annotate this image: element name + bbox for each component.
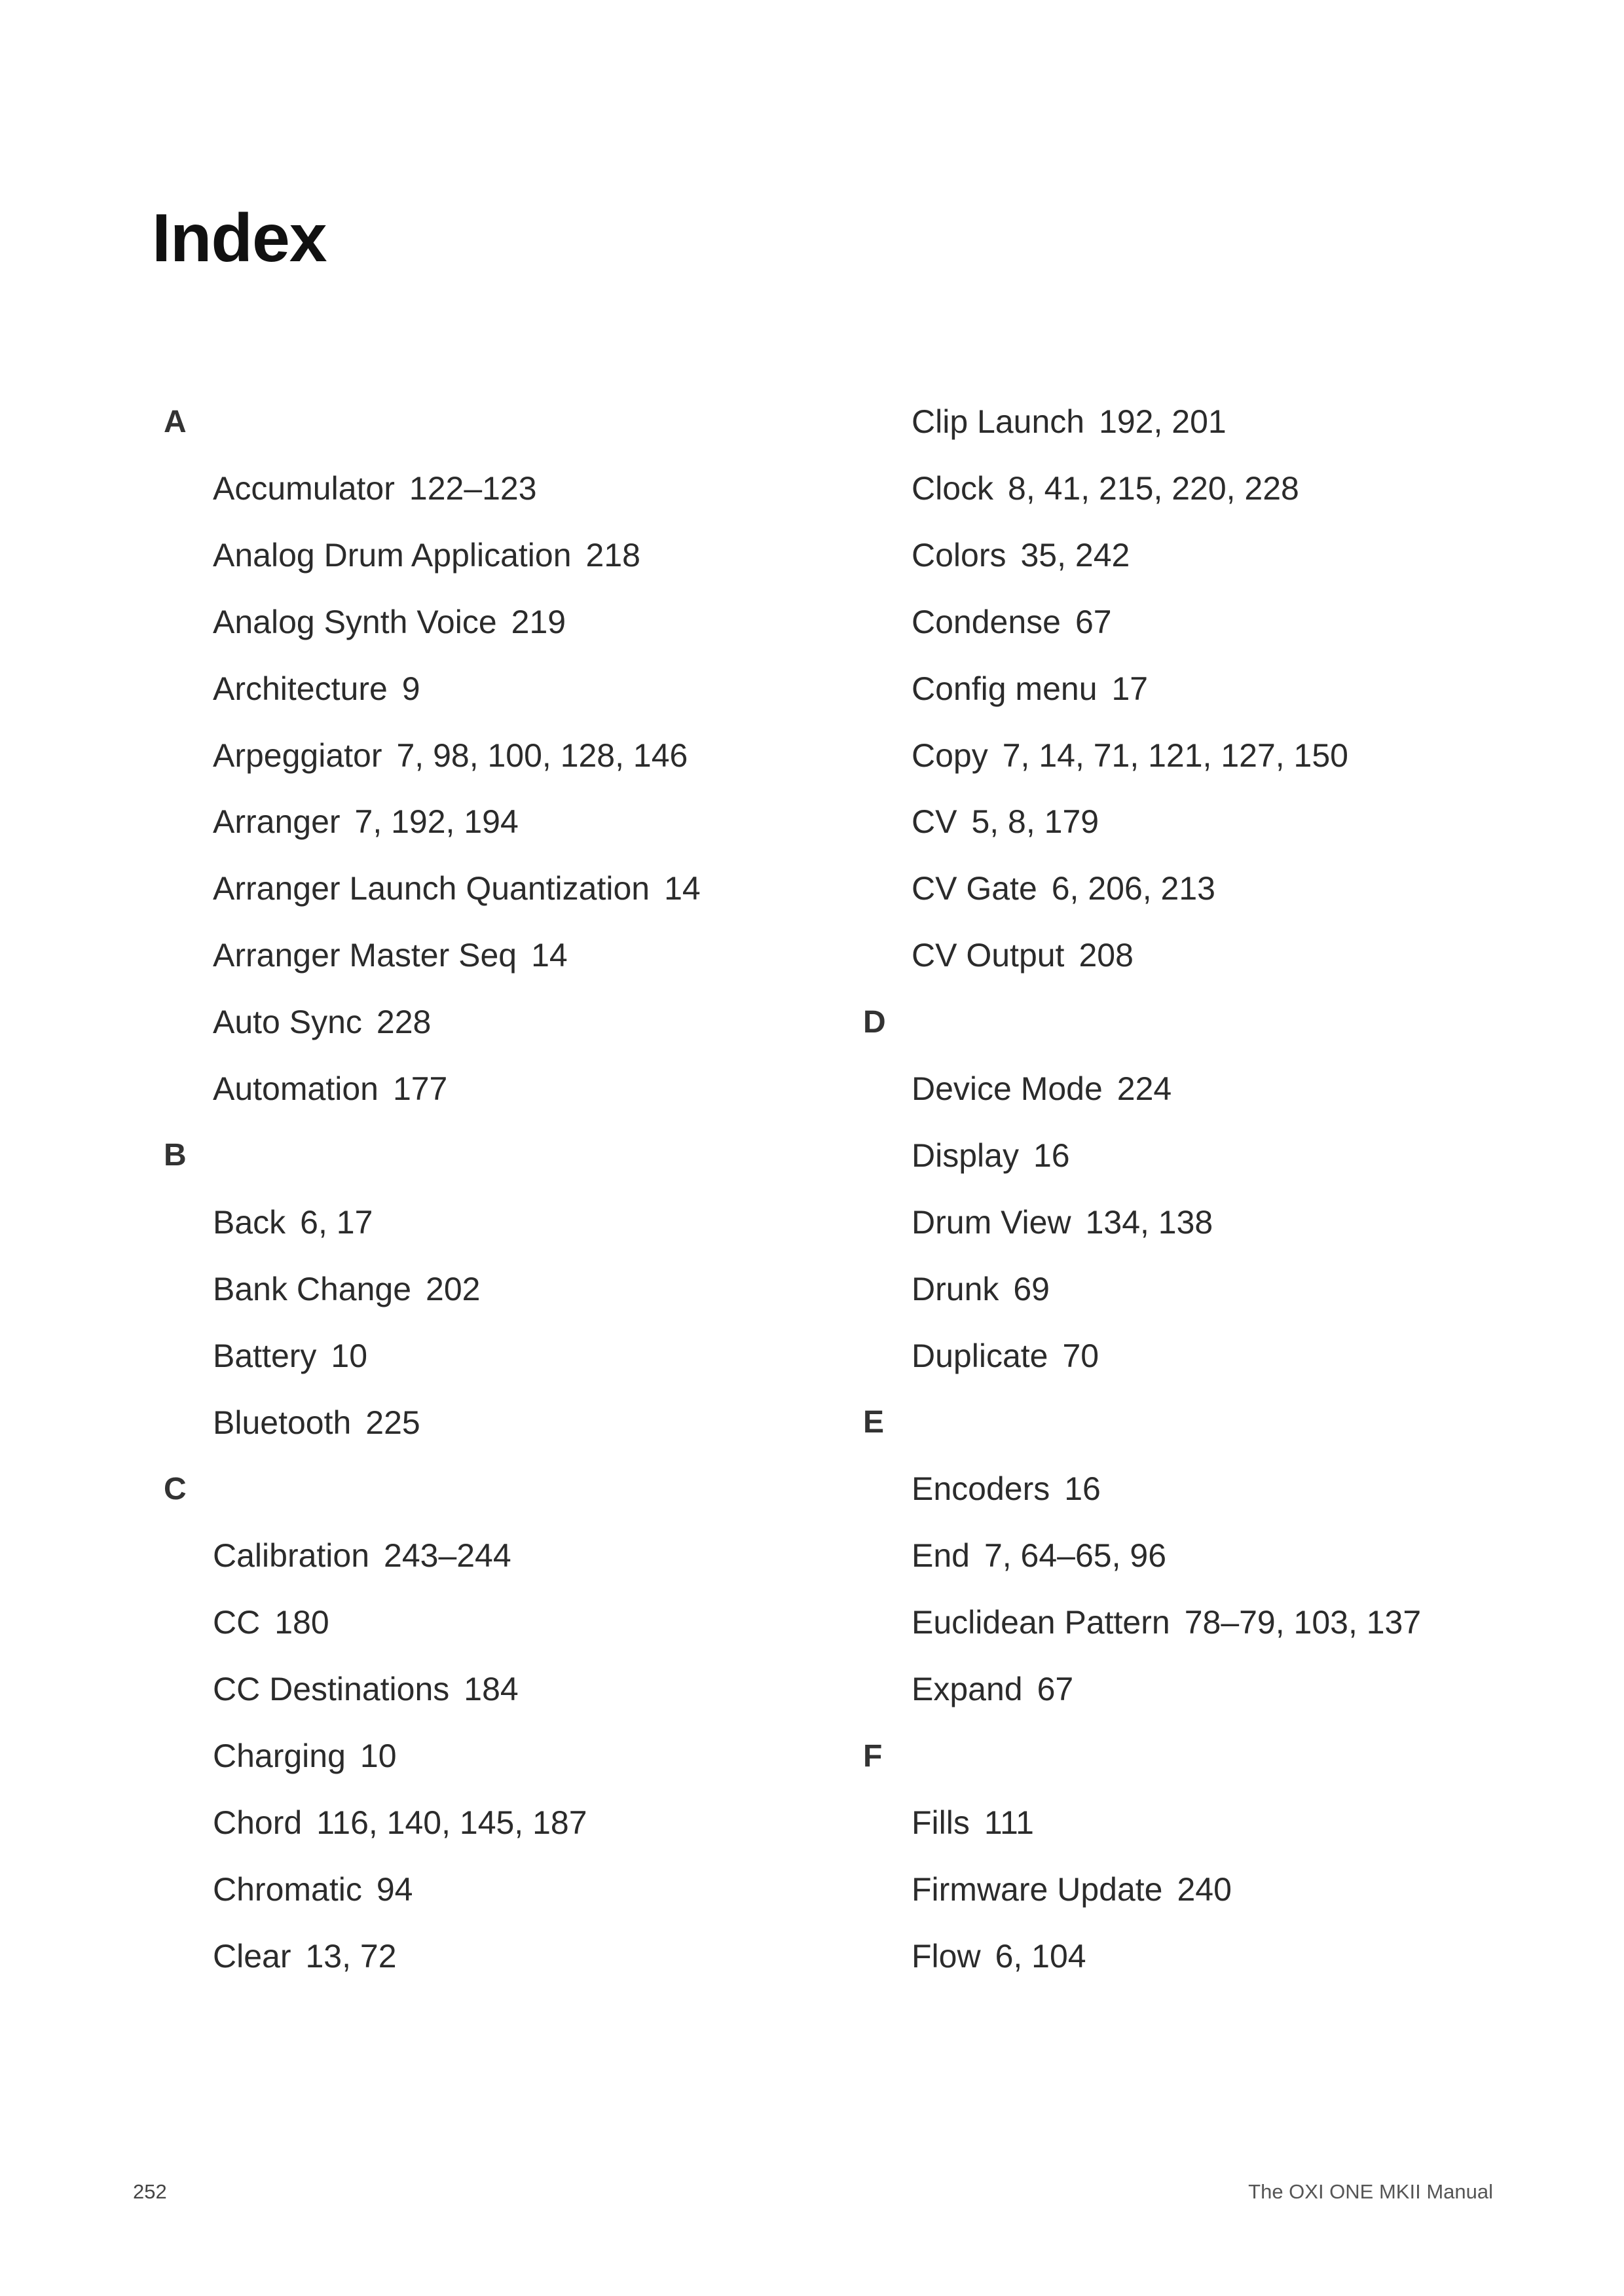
index-entry <box>213 922 568 989</box>
index-page-refs: 16 <box>1064 1470 1101 1508</box>
index-term: Expand <box>912 1671 1023 1708</box>
index-term: Analog Synth Voice <box>213 603 497 640</box>
index-page-refs: 94 <box>376 1870 413 1908</box>
index-term: Battery <box>213 1337 317 1374</box>
index-page-refs: 9 <box>401 670 420 707</box>
index-page-refs: 70 <box>1062 1337 1099 1374</box>
index-term: Accumulator <box>213 469 395 507</box>
index-page-refs: 6, 17 <box>300 1203 373 1241</box>
index-page-refs: 10 <box>331 1337 368 1374</box>
index-entry <box>213 1923 397 1990</box>
index-page-refs: 7, 98, 100, 128, 146 <box>396 737 688 774</box>
index-letter-heading: F <box>863 1738 883 1774</box>
index-term: Fills <box>912 1804 970 1841</box>
index-entry <box>213 1256 480 1322</box>
index-term: Config menu <box>912 670 1098 707</box>
index-term: CV <box>912 803 957 841</box>
index-page-refs: 116, 140, 145, 187 <box>316 1804 587 1841</box>
index-term: Arranger <box>213 803 341 841</box>
manual-title: The OXI ONE MKII Manual <box>1248 2180 1493 2203</box>
index-term: Chord <box>213 1804 303 1841</box>
index-term: Copy <box>912 737 988 774</box>
index-page-refs: 69 <box>1013 1270 1050 1307</box>
index-entry <box>912 1122 1070 1189</box>
index-entry <box>213 1789 587 1856</box>
index-entry <box>912 455 1299 522</box>
index-page-refs: 192, 201 <box>1099 403 1227 440</box>
index-entry <box>213 1189 373 1256</box>
index-page-refs: 134, 138 <box>1085 1203 1213 1241</box>
index-page-refs: 208 <box>1079 937 1134 974</box>
index-entry <box>213 1656 519 1722</box>
index-entry <box>213 855 701 922</box>
index-entry <box>213 1322 367 1389</box>
index-entry <box>213 989 431 1055</box>
index-term: Analog Drum Application <box>213 536 572 574</box>
index-page-refs: 219 <box>511 603 566 640</box>
index-page-refs: 225 <box>365 1404 420 1441</box>
index-entry <box>912 788 1099 855</box>
index-entry <box>213 788 519 855</box>
index-page-refs: 184 <box>464 1671 519 1708</box>
index-term: Calibration <box>213 1537 370 1575</box>
index-term: Arpeggiator <box>213 737 382 774</box>
index-term: Clock <box>912 469 994 507</box>
index-entry <box>912 1522 1166 1589</box>
index-term: Charging <box>213 1738 346 1774</box>
index-entry <box>213 1722 397 1789</box>
index-entry <box>912 1455 1101 1522</box>
index-letter-heading: E <box>863 1405 885 1440</box>
index-page-refs: 7, 64–65, 96 <box>984 1537 1166 1575</box>
index-term: Back <box>213 1203 286 1241</box>
index-page-refs: 10 <box>360 1738 397 1774</box>
index-entry <box>912 388 1227 455</box>
index-term: Auto Sync <box>213 1004 362 1041</box>
page-number: 252 <box>133 2180 167 2203</box>
index-entry <box>912 1656 1073 1722</box>
index-term: Bank Change <box>213 1270 412 1307</box>
index-page-refs: 202 <box>426 1270 481 1307</box>
index-entry <box>213 1856 413 1923</box>
index-page-refs: 67 <box>1075 603 1112 640</box>
index-term: Drunk <box>912 1270 999 1307</box>
index-page-refs: 67 <box>1037 1671 1074 1708</box>
index-term: Duplicate <box>912 1337 1048 1374</box>
index-page-refs: 224 <box>1116 1070 1172 1107</box>
index-entry <box>912 1856 1232 1923</box>
index-term: Euclidean Pattern <box>912 1604 1170 1641</box>
index-term: CV Output <box>912 937 1065 974</box>
index-term: Firmware Update <box>912 1870 1163 1908</box>
index-page-refs: 8, 41, 215, 220, 228 <box>1008 469 1299 507</box>
index-term: Arranger Launch Quantization <box>213 870 650 907</box>
index-page-refs: 7, 14, 71, 121, 127, 150 <box>1002 737 1348 774</box>
index-entry <box>912 922 1134 989</box>
index-entry <box>213 1055 447 1122</box>
index-term: Encoders <box>912 1470 1050 1508</box>
index-letter-heading: D <box>863 1004 886 1040</box>
index-page-refs: 17 <box>1111 670 1149 707</box>
index-page-refs: 240 <box>1177 1870 1232 1908</box>
index-term: Drum View <box>912 1203 1071 1241</box>
index-entry <box>213 655 420 722</box>
index-term: Automation <box>213 1070 378 1107</box>
index-term: CC Destinations <box>213 1671 450 1708</box>
index-term: Architecture <box>213 670 388 707</box>
index-entry <box>213 722 688 789</box>
index-term: Display <box>912 1137 1019 1174</box>
index-entry <box>213 1389 420 1456</box>
index-term: Arranger Master Seq <box>213 937 517 974</box>
index-term: Flow <box>912 1937 981 1975</box>
index-term: Condense <box>912 603 1061 640</box>
index-entry <box>213 1522 511 1589</box>
index-entry <box>912 1589 1421 1656</box>
index-page-refs: 180 <box>274 1604 329 1641</box>
index-term: Device Mode <box>912 1070 1103 1107</box>
index-page-refs: 243–244 <box>384 1537 511 1575</box>
index-term: Colors <box>912 536 1006 574</box>
index-entry <box>912 1189 1213 1256</box>
index-term: CV Gate <box>912 870 1037 907</box>
index-entry <box>912 855 1215 922</box>
index-page-refs: 7, 192, 194 <box>354 803 519 841</box>
page-title: Index <box>152 200 327 276</box>
index-page-refs: 13, 72 <box>305 1937 397 1975</box>
index-page-refs: 35, 242 <box>1020 536 1130 574</box>
index-page-refs: 6, 104 <box>995 1937 1086 1975</box>
index-page-refs: 111 <box>984 1804 1034 1841</box>
index-letter-heading: A <box>164 404 187 439</box>
index-entry <box>912 1789 1034 1856</box>
index-entry <box>912 655 1148 722</box>
index-term: Clear <box>213 1937 291 1975</box>
index-entry <box>912 1923 1086 1990</box>
index-entry <box>912 1055 1172 1122</box>
index-entry <box>912 1322 1099 1389</box>
index-letter-heading: C <box>164 1471 187 1506</box>
index-term: Bluetooth <box>213 1404 352 1441</box>
index-term: Chromatic <box>213 1870 362 1908</box>
index-term: End <box>912 1537 970 1575</box>
index-entry <box>213 522 640 589</box>
index-entry <box>912 1256 1050 1322</box>
index-page-refs: 5, 8, 179 <box>971 803 1099 841</box>
index-page-refs: 14 <box>531 937 568 974</box>
index-entry <box>912 522 1130 589</box>
index-term: Clip Launch <box>912 403 1085 440</box>
index-entry <box>213 1589 329 1656</box>
index-page-refs: 228 <box>376 1004 432 1041</box>
index-page-refs: 16 <box>1033 1137 1070 1174</box>
index-entry <box>213 589 566 655</box>
index-page-refs: 122–123 <box>409 469 537 507</box>
index-page-refs: 14 <box>664 870 701 907</box>
index-page-refs: 78–79, 103, 137 <box>1184 1604 1422 1641</box>
index-entry <box>213 455 537 522</box>
index-page-refs: 6, 206, 213 <box>1051 870 1215 907</box>
index-page-refs: 218 <box>585 536 640 574</box>
index-term: CC <box>213 1604 261 1641</box>
index-entry <box>912 589 1112 655</box>
index-entry <box>912 722 1348 789</box>
index-page-refs: 177 <box>392 1070 448 1107</box>
index-letter-heading: B <box>164 1138 187 1173</box>
